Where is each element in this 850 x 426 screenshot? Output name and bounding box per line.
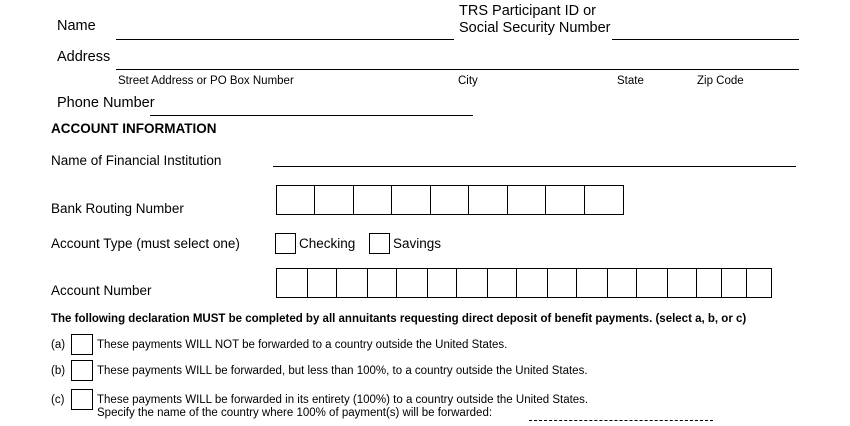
account-number-boxes[interactable] — [276, 268, 772, 298]
phone-label: Phone Number — [57, 95, 155, 111]
trs-id-field[interactable] — [612, 39, 799, 40]
account-digit-box[interactable] — [516, 268, 548, 298]
country-field[interactable] — [529, 420, 713, 421]
account-digit-box[interactable] — [307, 268, 339, 298]
account-digit-box[interactable] — [396, 268, 428, 298]
phone-field[interactable] — [150, 115, 473, 116]
savings-label: Savings — [393, 236, 442, 251]
account-number-label: Account Number — [51, 283, 152, 298]
routing-digit-box[interactable] — [276, 185, 316, 215]
routing-digit-box[interactable] — [391, 185, 431, 215]
declaration-heading: The following declaration MUST be completed by all annuitants requesting direct deposit of benefit payments. (select a, b, or c) — [51, 313, 747, 325]
routing-digit-box[interactable] — [545, 185, 585, 215]
address-label: Address — [57, 49, 111, 65]
name-field[interactable] — [116, 39, 454, 40]
option-a-checkbox[interactable] — [71, 334, 93, 355]
account-digit-box[interactable] — [721, 268, 749, 298]
routing-digit-box[interactable] — [468, 185, 508, 215]
trs-label-line1: TRS Participant ID or — [459, 3, 596, 19]
routing-label: Bank Routing Number — [51, 201, 184, 216]
name-label: Name — [57, 18, 96, 34]
checking-checkbox[interactable] — [275, 233, 296, 254]
state-sublabel: State — [617, 75, 644, 87]
zip-sublabel: Zip Code — [697, 75, 744, 87]
option-b-text: These payments WILL be forwarded, but less than 100%, to a country outside the United States. — [97, 365, 588, 377]
option-c-checkbox[interactable] — [71, 389, 93, 410]
account-digit-box[interactable] — [427, 268, 459, 298]
routing-digit-box[interactable] — [430, 185, 470, 215]
institution-field[interactable] — [273, 166, 796, 167]
routing-digit-box[interactable] — [314, 185, 354, 215]
account-digit-box[interactable] — [607, 268, 639, 298]
address-field[interactable] — [116, 69, 799, 70]
savings-checkbox[interactable] — [369, 233, 390, 254]
account-digit-box[interactable] — [367, 268, 399, 298]
account-heading: ACCOUNT INFORMATION — [51, 121, 217, 136]
account-digit-box[interactable] — [576, 268, 608, 298]
option-b-checkbox[interactable] — [71, 360, 93, 381]
account-digit-box[interactable] — [636, 268, 668, 298]
trs-label-line2: Social Security Number — [459, 20, 611, 36]
account-digit-box[interactable] — [276, 268, 308, 298]
option-b-letter: (b) — [51, 365, 66, 377]
account-digit-box[interactable] — [746, 268, 772, 298]
account-type-label: Account Type (must select one) — [51, 236, 240, 251]
account-digit-box[interactable] — [547, 268, 579, 298]
specify-country-text: Specify the name of the country where 100% of payment(s) will be forwarded: — [97, 407, 493, 419]
city-sublabel: City — [458, 75, 478, 87]
routing-number-boxes[interactable] — [276, 185, 624, 215]
checking-label: Checking — [299, 236, 356, 251]
account-digit-box[interactable] — [336, 268, 368, 298]
street-sublabel: Street Address or PO Box Number — [118, 75, 294, 87]
option-c-text: These payments WILL be forwarded in its entirety (100%) to a country outside the United States. — [97, 394, 589, 406]
account-digit-box[interactable] — [667, 268, 699, 298]
account-digit-box[interactable] — [456, 268, 488, 298]
routing-digit-box[interactable] — [507, 185, 547, 215]
option-a-letter: (a) — [51, 339, 66, 351]
option-a-text: These payments WILL NOT be forwarded to a country outside the United States. — [97, 339, 508, 351]
institution-label: Name of Financial Institution — [51, 153, 222, 168]
option-c-letter: (c) — [51, 394, 65, 406]
routing-digit-box[interactable] — [584, 185, 624, 215]
routing-digit-box[interactable] — [353, 185, 393, 215]
account-digit-box[interactable] — [487, 268, 519, 298]
